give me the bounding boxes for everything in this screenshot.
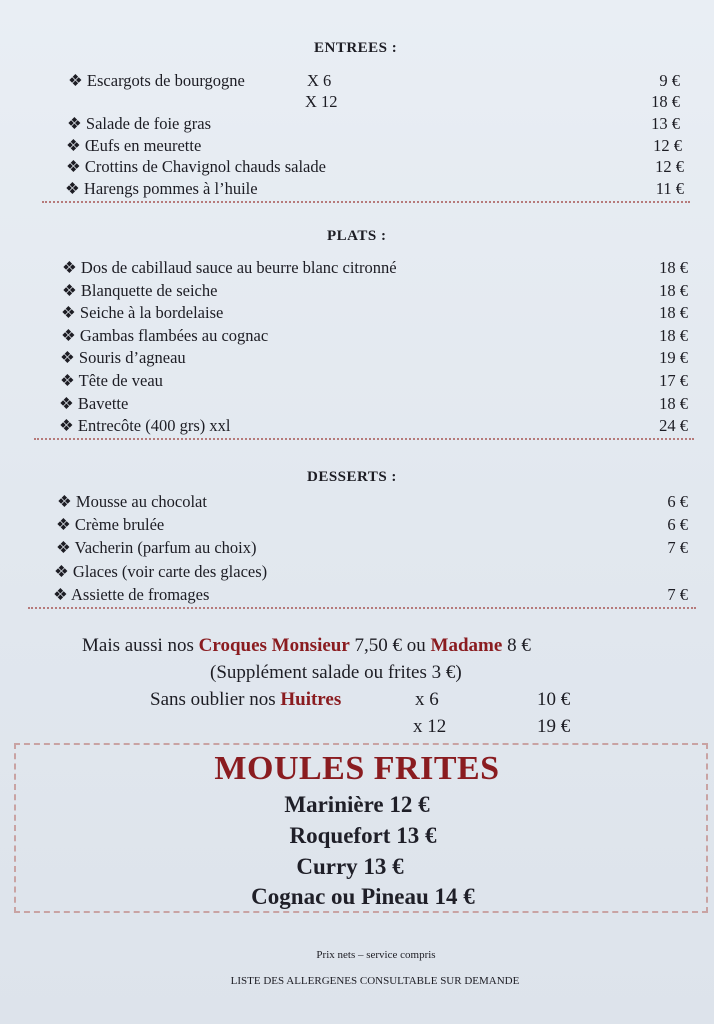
menu-item-label: ❖ Assiette de fromages	[53, 585, 210, 604]
menu-item-label: ❖ Dos de cabillaud sauce au beurre blanc citronné	[62, 258, 397, 277]
menu-item-label: ❖ Vacherin (parfum au choix)	[56, 538, 257, 557]
menu-item-price: 18 €	[659, 394, 688, 413]
menu-item-label: ❖ Escargots de bourgogne	[68, 71, 245, 90]
menu-item-price: 12 €	[653, 136, 682, 155]
menu-item-price: 18 €	[659, 303, 688, 322]
desserts-heading: DESSERTS :	[307, 469, 397, 485]
menu-item-label: ❖ Œufs en meurette	[66, 136, 202, 155]
menu-item-label: ❖ Harengs pommes à l’huile	[65, 179, 258, 198]
menu-item-label: ❖ Gambas flambées au cognac	[61, 326, 269, 345]
menu-item-price: 17 €	[659, 371, 688, 390]
huitres-prefix: Sans oublier nos	[150, 689, 281, 710]
menu-item-price: 6 €	[667, 492, 688, 511]
moules-item: Marinière 12 €	[284, 792, 430, 817]
menu-item-price: 18 €	[651, 92, 680, 111]
menu-item-price: 12 €	[655, 157, 684, 176]
menu-item-price: 7 €	[667, 585, 688, 604]
menu-item-price: 7 €	[667, 538, 688, 557]
moules-item: Curry 13 €	[296, 854, 404, 879]
menu-item-label: ❖ Crème brulée	[56, 515, 165, 534]
menu-item-price: 24 €	[659, 416, 688, 435]
croques-prefix: Mais aussi nos	[82, 635, 199, 656]
menu-item-label: ❖ Tête de veau	[60, 371, 163, 390]
huitres-line	[150, 689, 341, 711]
menu-item-label: ❖ Souris d’agneau	[60, 348, 186, 367]
menu-item-label: ❖ Bavette	[59, 394, 129, 413]
huitres-price-6: 10 €	[537, 689, 571, 710]
menu-item-label: ❖ Seiche à la bordelaise	[61, 303, 224, 322]
prix-nets-note: Prix nets – service compris	[316, 949, 436, 961]
menu-item-price: 13 €	[651, 114, 680, 133]
moules-item: Cognac ou Pineau 14 €	[251, 884, 475, 909]
croques-price: 7,50 € ou	[349, 635, 431, 656]
section-divider	[28, 607, 696, 609]
menu-item-price: 6 €	[667, 515, 688, 534]
huitres-qty-6: x 6	[415, 689, 439, 710]
madame-price: 8 €	[502, 635, 531, 656]
menu-item-label: ❖ Blanquette de seiche	[62, 281, 218, 300]
menu-item-price: 9 €	[659, 71, 680, 90]
menu-item-label: ❖ Mousse au chocolat	[57, 492, 207, 511]
menu-item-label: ❖ Salade de foie gras	[67, 114, 211, 133]
entrees-heading: ENTREES :	[314, 40, 398, 56]
menu-item-price: 11 €	[655, 179, 684, 198]
menu-item-price: 18 €	[659, 258, 688, 277]
menu-item-qty: X 12	[305, 92, 338, 111]
madame-label: Madame	[430, 635, 503, 656]
menu-item-label: ❖ Glaces (voir carte des glaces)	[54, 562, 268, 581]
menu-item-price: 18 €	[659, 281, 688, 300]
plats-heading: PLATS :	[327, 228, 387, 244]
allergenes-note: LISTE DES ALLERGENES CONSULTABLE SUR DEMANDE	[230, 975, 520, 987]
huitres-price-12: 19 €	[537, 716, 571, 737]
supplement-line: (Supplément salade ou frites 3 €)	[210, 662, 462, 683]
huitres-label: Huitres	[280, 689, 342, 710]
menu-item-label: ❖ Entrecôte (400 grs) xxl	[59, 416, 231, 435]
menu-item-qty: X 6	[307, 71, 332, 90]
moules-item: Roquefort 13 €	[289, 823, 437, 848]
menu-item-price: 19 €	[659, 348, 688, 367]
menu-item-price: 18 €	[659, 326, 688, 345]
croques-line	[82, 635, 531, 657]
menu-item-label: ❖ Crottins de Chavignol chauds salade	[66, 157, 326, 176]
moules-frites-title: MOULES FRITES	[214, 750, 500, 787]
huitres-qty-12: x 12	[413, 716, 447, 737]
section-divider	[42, 201, 690, 203]
section-divider	[34, 438, 694, 440]
croques-label: Croques Monsieur	[198, 635, 350, 656]
